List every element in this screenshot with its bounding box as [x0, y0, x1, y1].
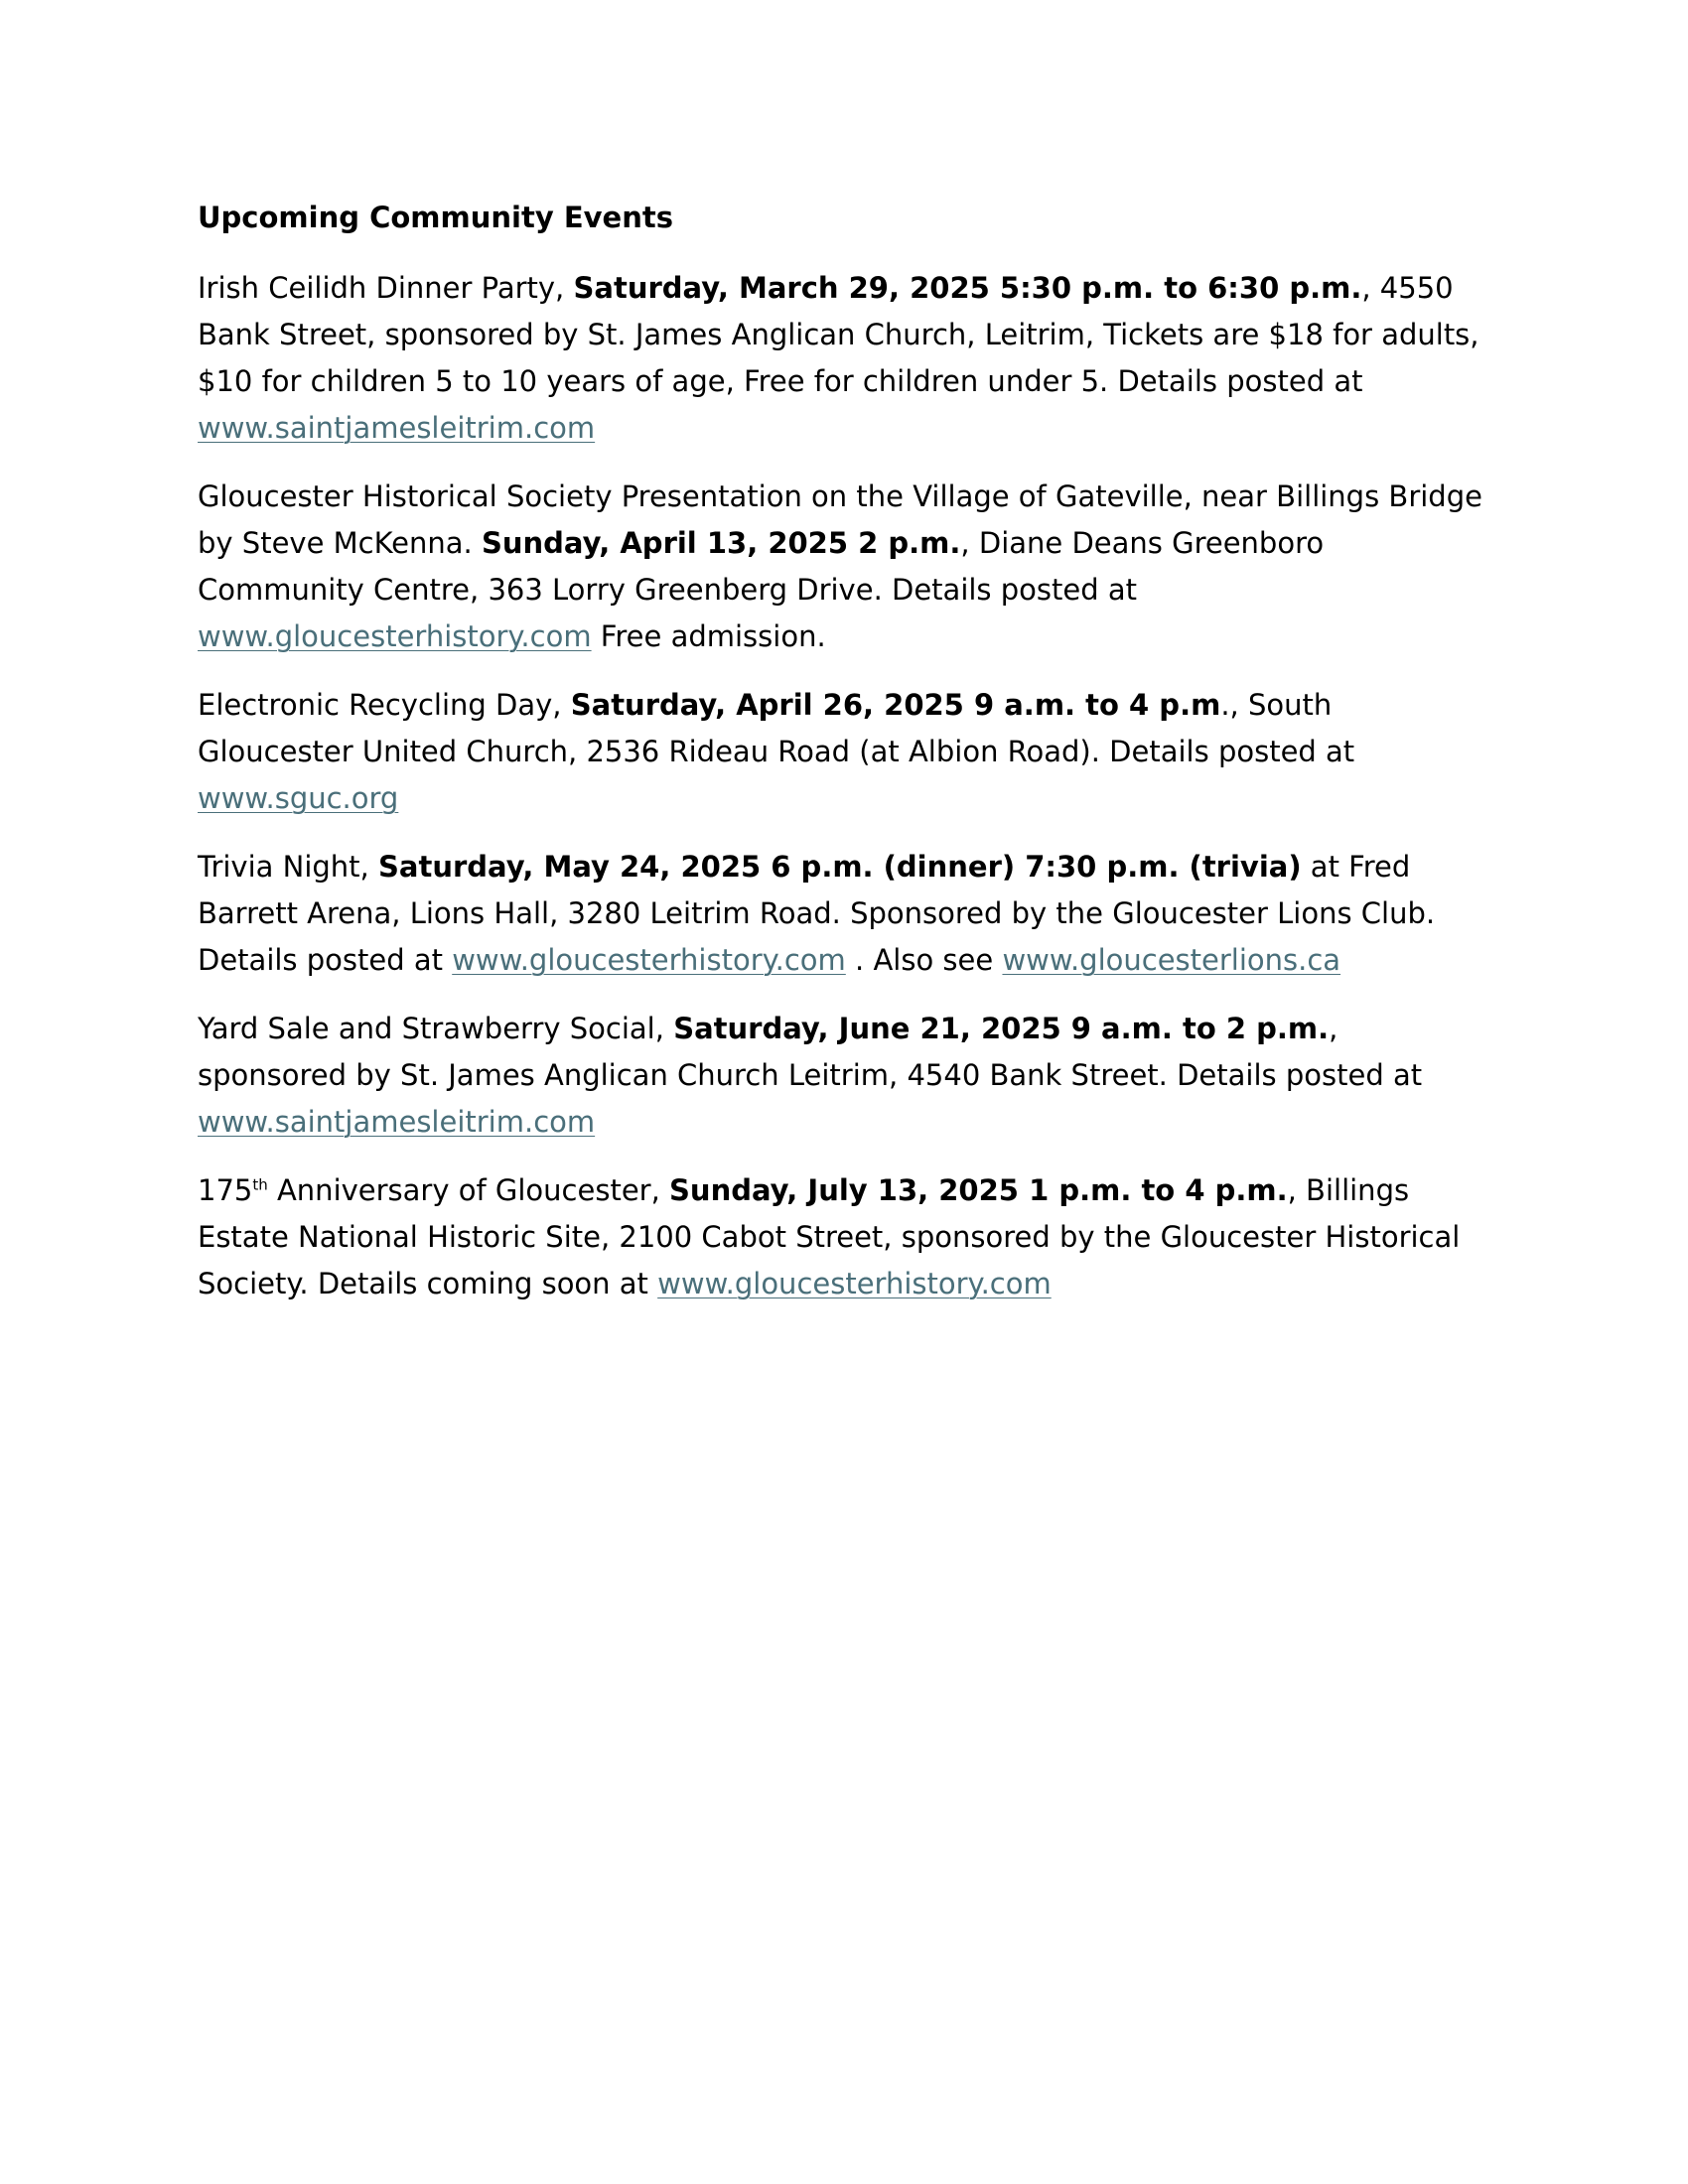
event-gateville-presentation	[198, 474, 1488, 660]
event-link[interactable]: www.gloucesterhistory.com	[657, 1267, 1052, 1300]
event-yard-sale	[198, 1006, 1488, 1146]
event-detail: , 4550 Bank Street, sponsored by St. James Anglican Church, Leitrim, Tickets are $18 for adults, $10 for children 5 to 10 years of age, Free for children under 5. Details posted at	[198, 271, 1479, 398]
event-link-secondary[interactable]: www.gloucesterlions.ca	[1002, 943, 1341, 977]
event-date: Sunday, July 13, 2025 1 p.m. to 4 p.m.	[669, 1173, 1288, 1207]
event-name-superscript: th	[252, 1175, 268, 1194]
event-detail: , Billings Estate National Historic Site, 2100 Cabot Street, sponsored by the Gloucester Historical Society. Details coming soon at	[198, 1173, 1461, 1300]
event-middle: . Also see	[845, 943, 1003, 977]
event-link[interactable]: www.sguc.org	[198, 781, 399, 815]
event-link[interactable]: www.saintjamesleitrim.com	[198, 411, 596, 445]
event-name: Yard Sale and Strawberry Social,	[198, 1012, 674, 1045]
event-name: Irish Ceilidh Dinner Party,	[198, 271, 574, 305]
event-detail: , sponsored by St. James Anglican Church Leitrim, 4540 Bank Street. Details posted at	[198, 1012, 1423, 1092]
page-heading: Upcoming Community Events	[198, 201, 673, 234]
event-electronic-recycling	[198, 682, 1488, 822]
event-trivia-night	[198, 844, 1488, 984]
event-irish-ceilidh	[198, 265, 1488, 452]
event-detail: , Diane Deans Greenboro Community Centre, 363 Lorry Greenberg Drive. Details posted at	[198, 526, 1325, 607]
document-page	[198, 195, 1488, 1329]
event-link[interactable]: www.gloucesterhistory.com	[198, 619, 592, 653]
event-detail: ., South Gloucester United Church, 2536 Rideau Road (at Albion Road). Details posted at	[198, 688, 1355, 768]
event-175th-anniversary	[198, 1167, 1488, 1307]
event-link[interactable]: www.gloucesterhistory.com	[452, 943, 846, 977]
event-name: Gloucester Historical Society Presentation on the Village of Gateville, near Billings Bridge by Steve McKenna.	[198, 479, 1482, 560]
event-name: Trivia Night,	[198, 850, 378, 884]
event-after: Free admission.	[591, 619, 826, 653]
event-date: Saturday, April 26, 2025 9 a.m. to 4 p.m	[570, 688, 1221, 722]
event-name: Anniversary of Gloucester,	[267, 1173, 670, 1207]
event-name-number: 175	[198, 1173, 253, 1207]
event-date: Sunday, April 13, 2025 2 p.m.	[481, 526, 961, 560]
event-date: Saturday, March 29, 2025 5:30 p.m. to 6:30 p.m.	[573, 271, 1362, 305]
event-link[interactable]: www.saintjamesleitrim.com	[198, 1105, 596, 1139]
event-date: Saturday, June 21, 2025 9 a.m. to 2 p.m.	[673, 1012, 1330, 1045]
event-date: Saturday, May 24, 2025 6 p.m. (dinner) 7:30 p.m. (trivia)	[378, 850, 1302, 884]
event-name: Electronic Recycling Day,	[198, 688, 571, 722]
event-detail: at Fred Barrett Arena, Lions Hall, 3280 Leitrim Road. Sponsored by the Gloucester Lions Club. Details posted at	[198, 850, 1436, 977]
